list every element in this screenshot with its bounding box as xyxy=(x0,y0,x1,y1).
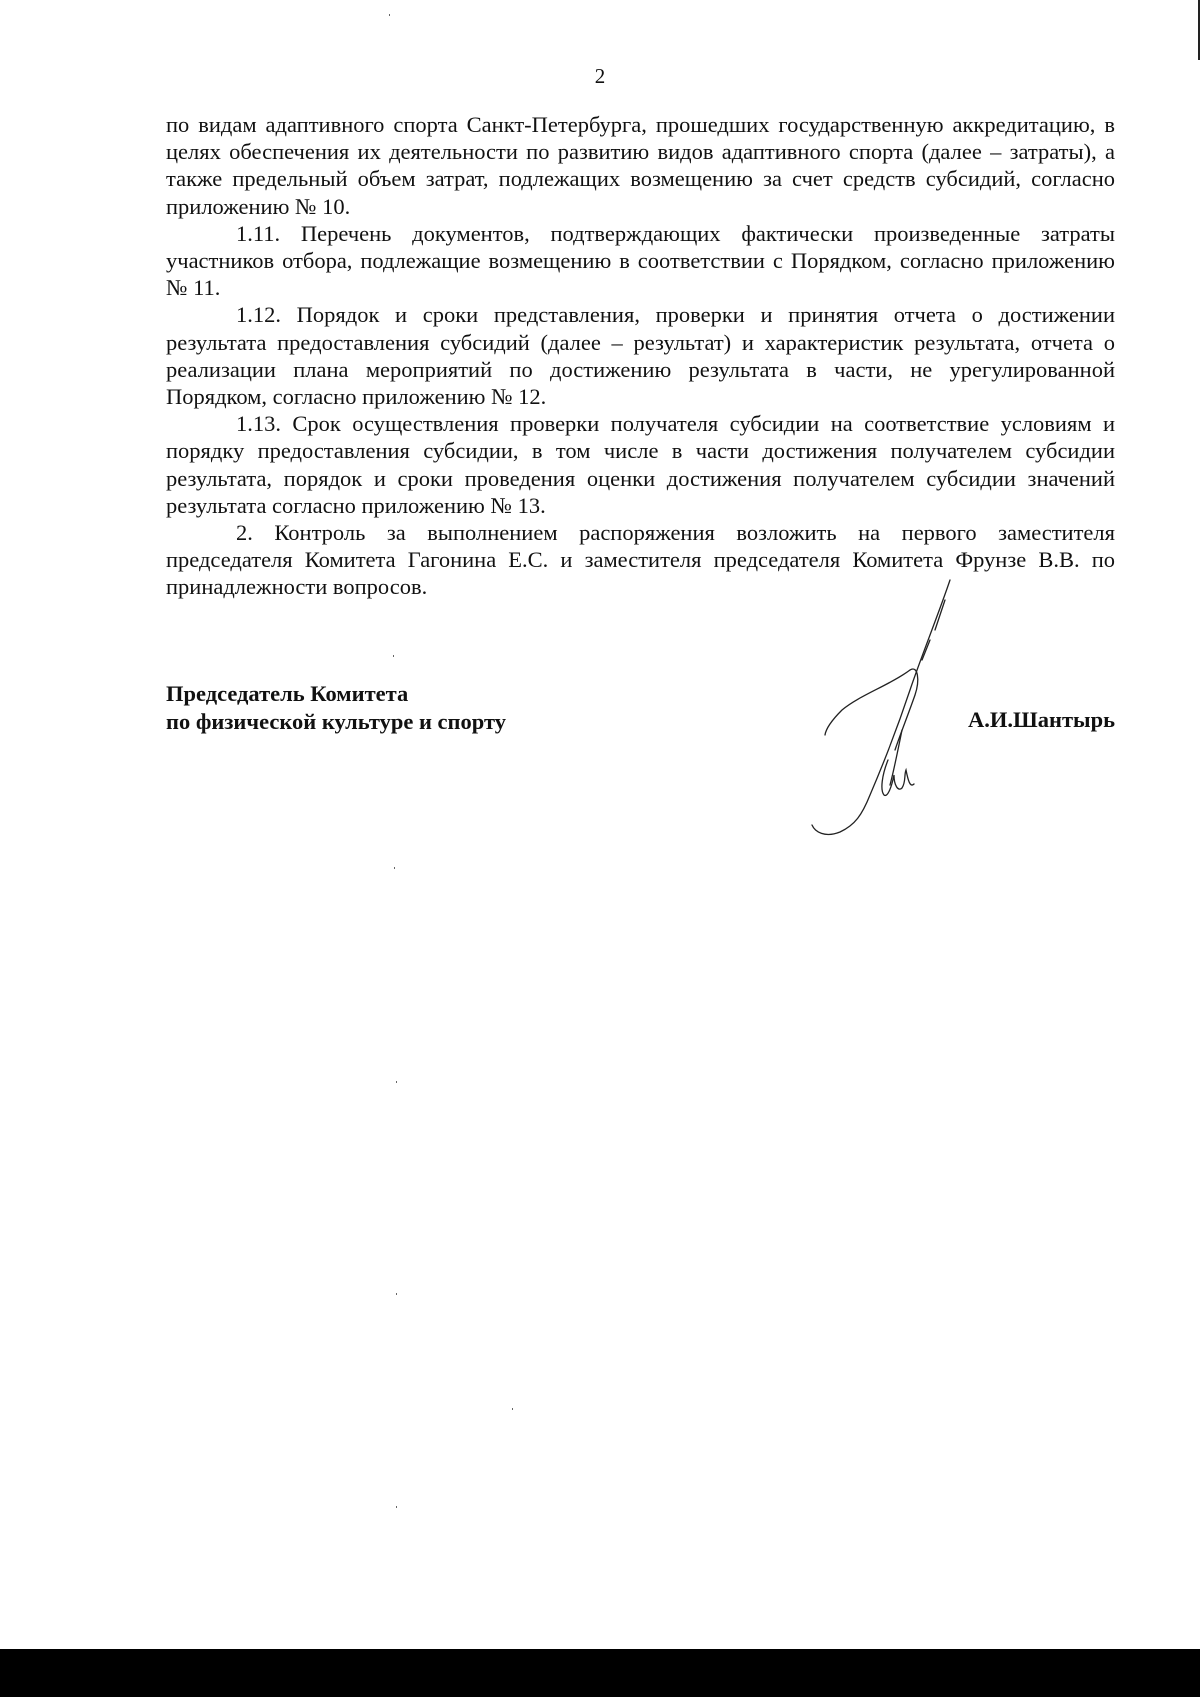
scan-speck xyxy=(396,1293,397,1295)
paragraph-1-13: 1.13. Срок осуществления проверки получателя субсидии на соответствие условиям и порядку предоставления субсидии, в том числе в части достижения получателем субсидии результата, порядок и сроки проведения оценки достижения получателем субсидии значений результата согласно приложению № 13. xyxy=(166,411,1115,518)
scan-speck xyxy=(393,655,394,657)
scan-speck xyxy=(396,1081,397,1083)
signatory-title xyxy=(166,680,506,736)
signatory-name: А.И.Шантырь xyxy=(968,707,1115,732)
paragraph-2: 2. Контроль за выполнением распоряжения возложить на первого заместителя председателя Комитета Гагонина Е.С. и заместителя председателя Комитета Фрунзе В.В. по принадлежности вопросов. xyxy=(166,520,1115,600)
signatory-title-line2: по физической культуре и спорту xyxy=(166,709,506,734)
scan-speck xyxy=(394,867,395,869)
scan-speck xyxy=(512,1408,513,1410)
scan-bottom-band xyxy=(0,1649,1200,1697)
document-body xyxy=(166,111,1115,601)
paragraph-1-11: 1.11. Перечень документов, подтверждающих фактически произведенные затраты участников отбора, подлежащие возмещению в соответствии с Порядком, согласно приложению № 11. xyxy=(166,220,1115,301)
paragraph-continuation: по видам адаптивного спорта Санкт-Петербурга, прошедших государственную аккредитацию, в целях обеспечения их деятельности по развитию видов адаптивного спорта (далее – затраты), а также предельный объем затрат, подлежащих возмещению за счет средств субсидий, согласно приложению № 10. xyxy=(166,112,1115,219)
paragraph-1-12: 1.12. Порядок и сроки представления, проверки и принятия отчета о достижении результата предоставления субсидий (далее – результат) и характеристик результата, отчета о реализации плана мероприятий по достижению результата в части, не урегулированной Порядком, согласно приложению № 12. xyxy=(166,302,1115,410)
page-number: 2 xyxy=(594,64,606,88)
scan-speck xyxy=(396,1506,397,1508)
signatory-title-line1: Председатель Комитета xyxy=(166,681,409,706)
scan-speck xyxy=(389,14,390,16)
handwritten-signature xyxy=(770,570,970,840)
